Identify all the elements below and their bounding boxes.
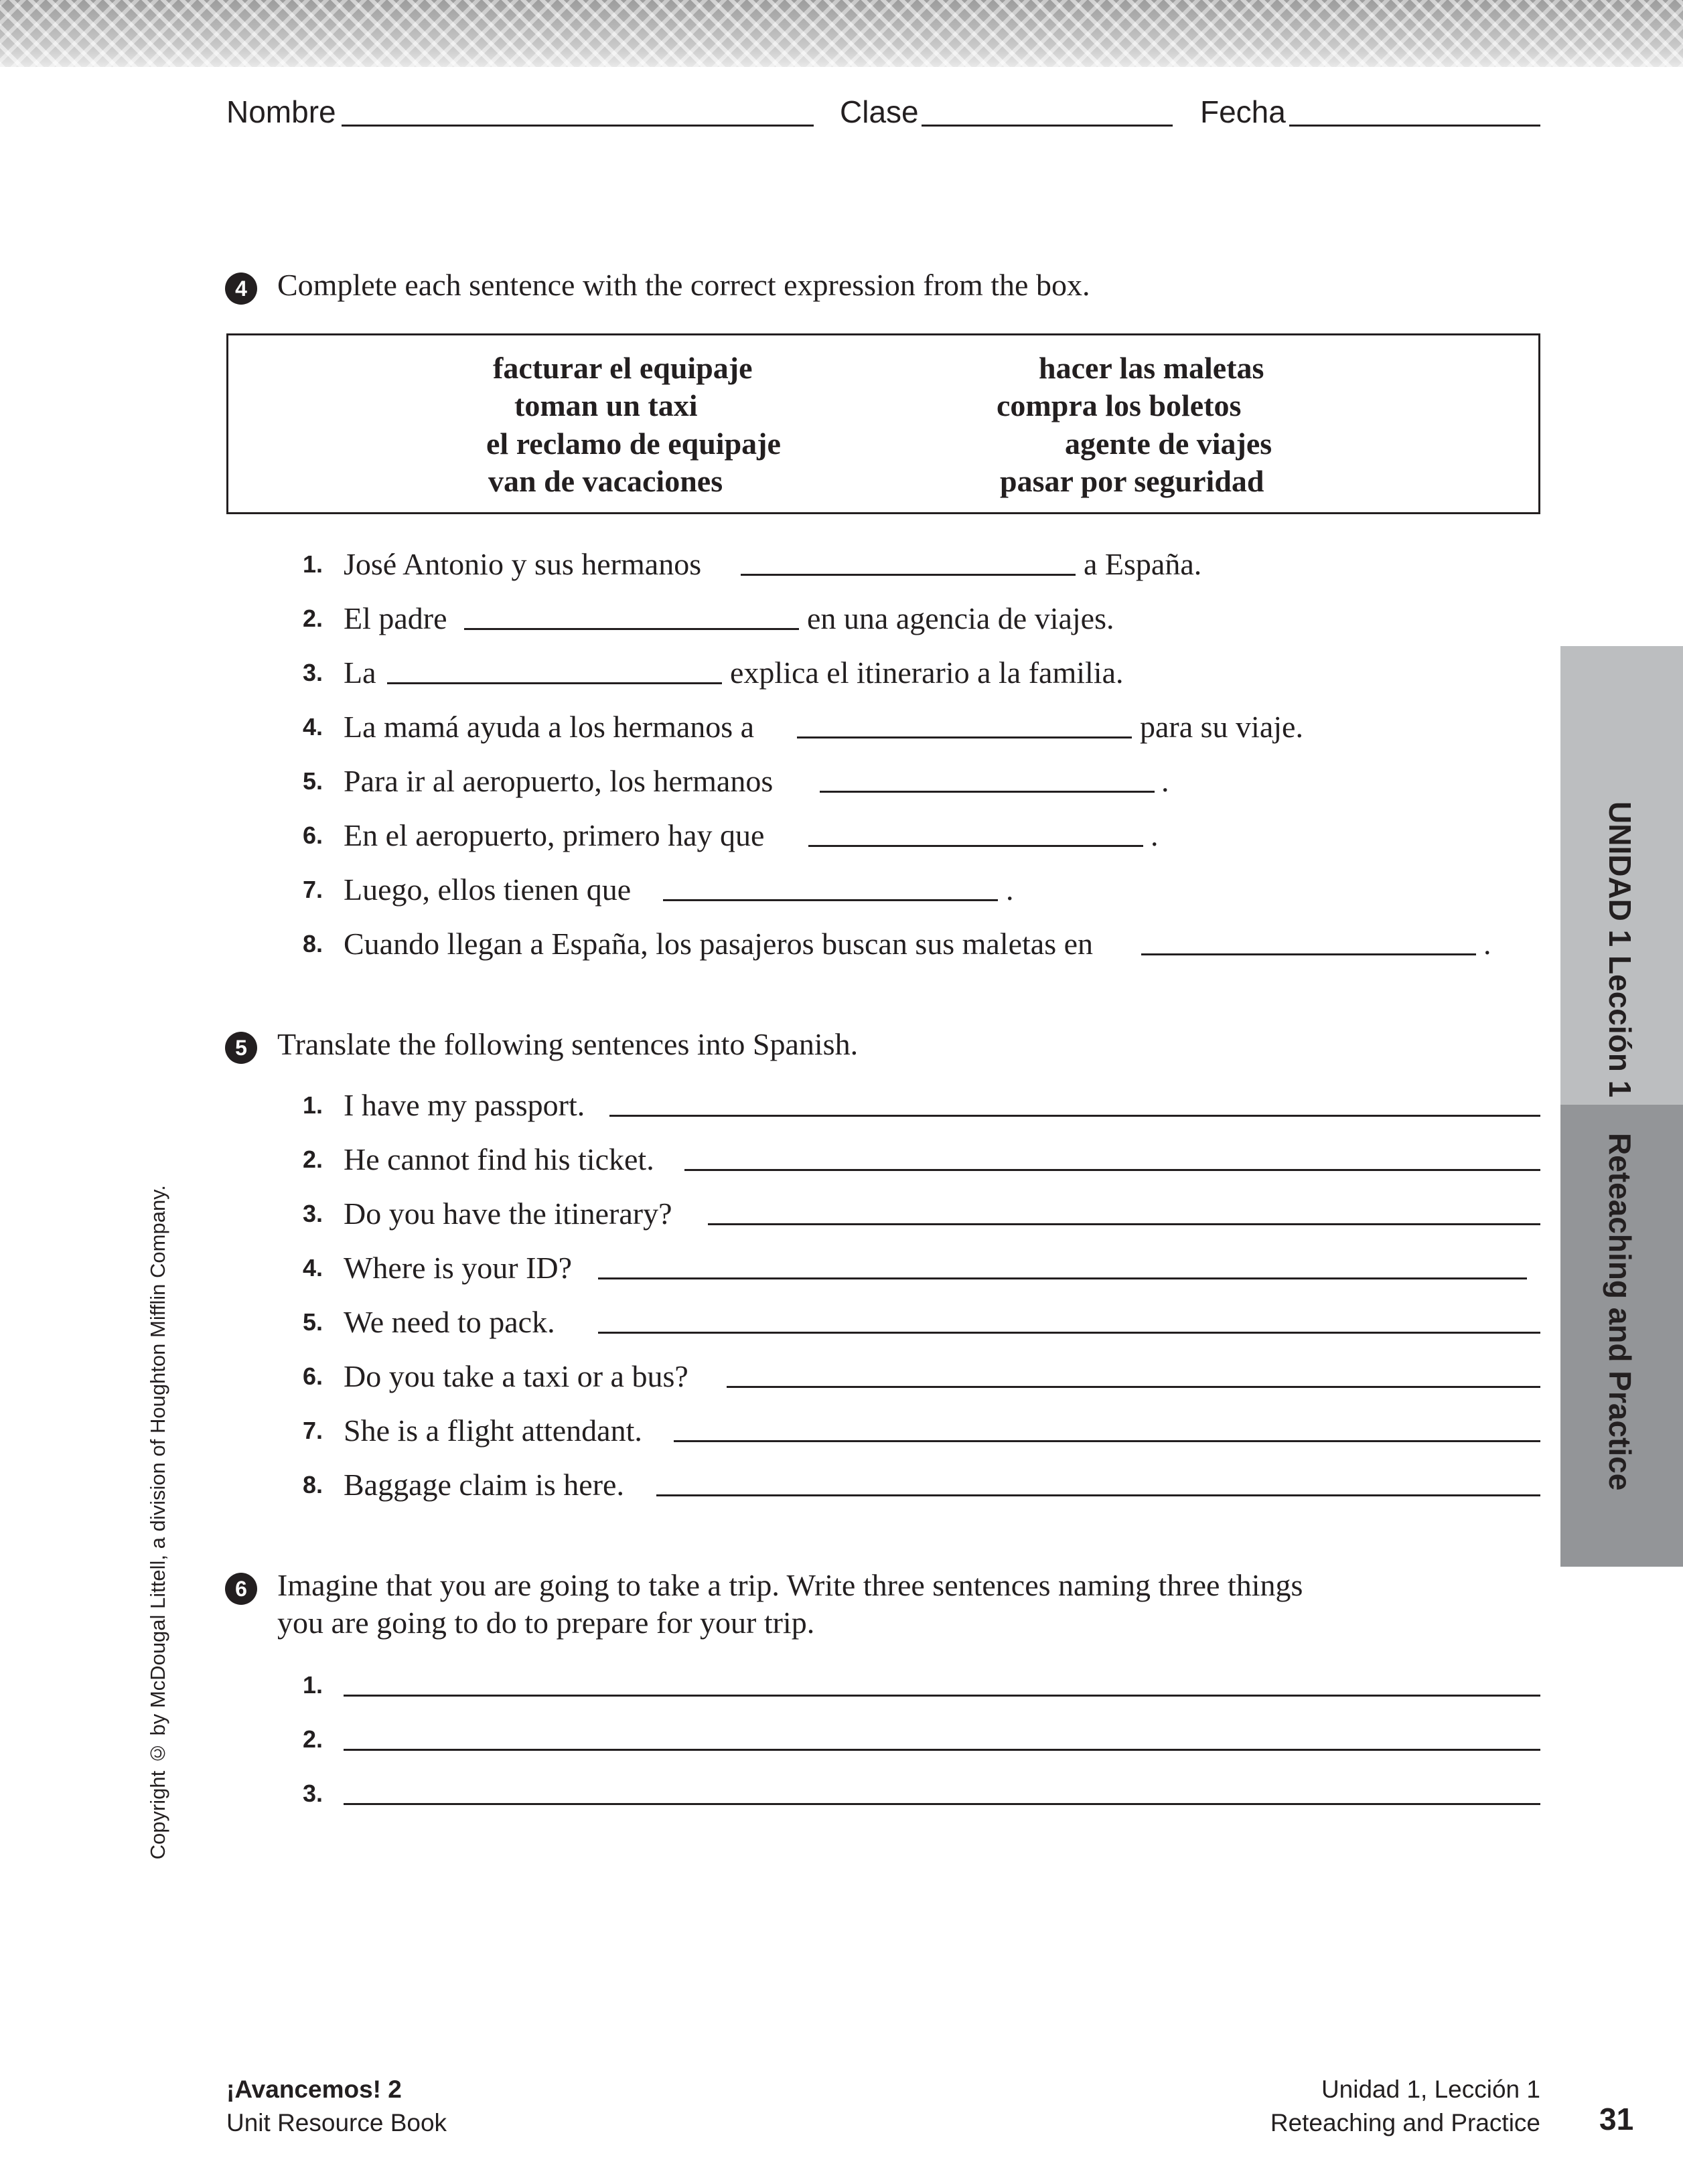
item-text: para su viaje.	[1140, 710, 1303, 744]
answer-blank[interactable]	[1141, 953, 1476, 955]
book-title: ¡Avancemos! 2	[226, 2076, 402, 2103]
answer-blank[interactable]	[808, 845, 1143, 847]
date-label: Fecha	[1200, 94, 1286, 129]
name-field[interactable]	[342, 125, 814, 127]
activity-instruction-line-1: Imagine that you are going to take a trip. Write three sentences naming three things	[277, 1568, 1303, 1602]
book-subtitle: Unit Resource Book	[226, 2109, 447, 2136]
date-field[interactable]	[1289, 125, 1540, 127]
activity-number-badge: 6	[225, 1573, 257, 1605]
answer-blank[interactable]	[464, 628, 799, 630]
item-number: 5.	[302, 1308, 323, 1336]
answer-line[interactable]	[727, 1386, 1540, 1388]
item-text: .	[1483, 927, 1491, 961]
footer-section: Reteaching and Practice	[1270, 2109, 1540, 2136]
answer-blank[interactable]	[663, 899, 998, 901]
item-text: Do you take a taxi or a bus?	[344, 1359, 688, 1393]
item-number: 7.	[302, 1417, 323, 1444]
item-text: .	[1006, 872, 1014, 907]
item-text: I have my passport.	[344, 1088, 585, 1122]
item-number: 3.	[302, 1780, 323, 1807]
answer-line[interactable]	[344, 1803, 1540, 1805]
activity-instruction: Translate the following sentences into Spanish.	[277, 1027, 859, 1061]
item-number: 2.	[302, 1146, 323, 1173]
answer-line[interactable]	[656, 1494, 1540, 1496]
item-text: Luego, ellos tienen que	[344, 872, 632, 907]
item-text: Cuando llegan a España, los pasajeros buscan sus maletas en	[344, 927, 1094, 961]
activity-number-badge: 5	[225, 1032, 257, 1064]
answer-line[interactable]	[684, 1169, 1540, 1171]
word-bank-item: el reclamo de equipaje	[486, 426, 781, 461]
answer-line[interactable]	[674, 1440, 1540, 1442]
answer-line[interactable]	[598, 1277, 1527, 1279]
item-number: 8.	[302, 1471, 323, 1498]
item-text: Where is your ID?	[344, 1251, 573, 1285]
item-text: .	[1151, 818, 1159, 852]
item-text: En el aeropuerto, primero hay que	[344, 818, 765, 852]
item-text: La	[344, 655, 376, 690]
item-text: She is a flight attendant.	[344, 1413, 642, 1448]
word-bank-item: pasar por seguridad	[1000, 464, 1264, 498]
item-number: 1.	[302, 550, 323, 578]
name-label: Nombre	[226, 94, 336, 129]
word-bank-item: facturar el equipaje	[493, 351, 753, 385]
class-field[interactable]	[922, 125, 1173, 127]
item-number: 1.	[302, 1091, 323, 1119]
item-text: en una agencia de viajes.	[807, 601, 1114, 635]
item-number: 4.	[302, 1254, 323, 1281]
answer-line[interactable]	[708, 1223, 1540, 1225]
item-text: We need to pack.	[344, 1305, 555, 1339]
footer-unit-lesson: Unidad 1, Lección 1	[1321, 2076, 1540, 2103]
item-text: Do you have the itinerary?	[344, 1196, 672, 1231]
item-number: 5.	[302, 767, 323, 795]
side-tab-section-label: Reteaching and Practice	[1603, 1133, 1637, 1491]
item-text: José Antonio y sus hermanos	[344, 547, 702, 581]
word-bank-item: agente de viajes	[1065, 426, 1272, 461]
item-number: 3.	[302, 659, 323, 686]
item-number: 2.	[302, 1725, 323, 1753]
item-text: Para ir al aeropuerto, los hermanos	[344, 764, 774, 798]
item-number: 6.	[302, 822, 323, 849]
answer-blank[interactable]	[741, 574, 1076, 576]
word-bank-box	[226, 333, 1540, 514]
activity-number-badge: 4	[225, 272, 257, 305]
item-number: 1.	[302, 1671, 323, 1699]
side-tab-unit	[1560, 646, 1683, 1105]
answer-blank[interactable]	[387, 682, 722, 684]
word-bank-item: hacer las maletas	[1039, 351, 1264, 385]
word-bank-item: toman un taxi	[514, 388, 698, 422]
side-tab-unit-label: UNIDAD 1 Lección 1	[1603, 801, 1637, 1098]
item-text: .	[1161, 764, 1169, 798]
activity-instruction-line-2: you are going to do to prepare for your trip.	[277, 1606, 815, 1640]
copyright-notice: Copyright © by McDougal Littell, a division of Houghton Mifflin Company.	[146, 1185, 169, 1860]
class-label: Clase	[840, 94, 919, 129]
item-number: 2.	[302, 605, 323, 632]
answer-line[interactable]	[609, 1115, 1540, 1117]
item-text: explica el itinerario a la familia.	[730, 655, 1124, 690]
item-number: 6.	[302, 1362, 323, 1390]
item-number: 3.	[302, 1200, 323, 1227]
answer-line[interactable]	[598, 1332, 1540, 1334]
activity-instruction: Complete each sentence with the correct expression from the box.	[277, 268, 1090, 302]
answer-line[interactable]	[344, 1695, 1540, 1697]
item-text: He cannot find his ticket.	[344, 1142, 654, 1176]
word-bank-item: van de vacaciones	[488, 464, 723, 498]
word-bank-item: compra los boletos	[997, 388, 1242, 422]
item-number: 8.	[302, 930, 323, 957]
item-text: a España.	[1084, 547, 1202, 581]
item-number: 7.	[302, 876, 323, 903]
item-text: Baggage claim is here.	[344, 1468, 624, 1502]
page-number: 31	[1599, 2102, 1634, 2136]
item-text: La mamá ayuda a los hermanos a	[344, 710, 755, 744]
answer-blank[interactable]	[797, 736, 1132, 738]
item-number: 4.	[302, 713, 323, 740]
side-tab-section	[1560, 1105, 1683, 1567]
answer-line[interactable]	[344, 1749, 1540, 1751]
decorative-header-band	[0, 0, 1683, 67]
item-text: El padre	[344, 601, 447, 635]
answer-blank[interactable]	[820, 791, 1155, 793]
